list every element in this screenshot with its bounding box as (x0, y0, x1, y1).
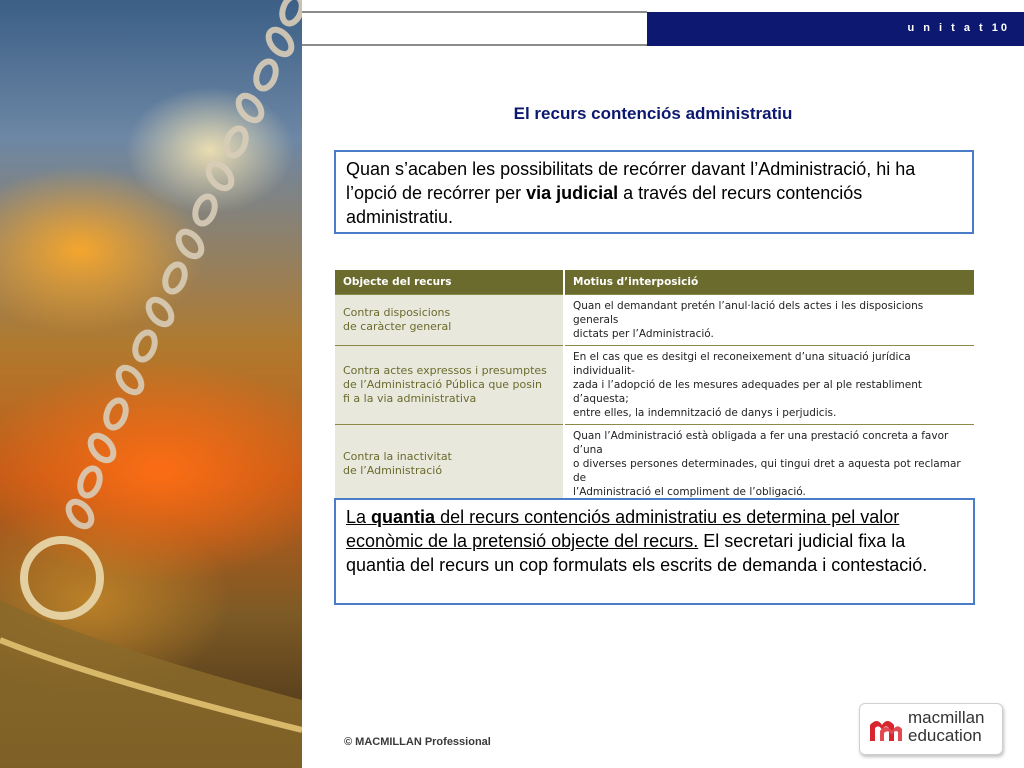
cell-line: En el cas que es desitgi el reconeixement d’una situació jurídica individualit- (573, 351, 911, 377)
intro-text-start: Quan s’acaben les possibilitats de recórrer davant l’Administració, hi ha l’opció de recórrer per (346, 159, 916, 203)
cell-line: entre elles, la indemnització de danys i perjudicis. (573, 407, 837, 419)
cell-line: de caràcter general (343, 320, 452, 333)
copyright-text: © MACMILLAN Professional (344, 736, 491, 748)
cell-line: zada i l’adopció de les mesures adequades per al ple restabliment d’aquesta; (573, 379, 922, 405)
cell-line: Quan l’Administració està obligada a fer una prestació concreta a favor d’una (573, 430, 949, 456)
decorative-scales-photo (0, 0, 302, 768)
header-navy-band (647, 12, 1024, 46)
chain-illustration (0, 0, 302, 768)
intro-text-end: a través del recurs contenciós administratiu. (346, 183, 863, 227)
recurs-table (335, 270, 974, 503)
cell-line: Quan el demandant pretén l’anul·lació dels actes i les disposicions generals (573, 300, 924, 326)
macmillan-logo (859, 703, 1003, 755)
quantia-box (334, 498, 975, 605)
table-header-motius: Motius d’interposició (564, 270, 974, 295)
cell-line: o diverses persones determinades, qui tingui dret a aquesta pot reclamar de (573, 458, 961, 484)
table-cell-motius (564, 425, 974, 504)
header-white-band (302, 13, 647, 46)
table-cell-objecte (335, 346, 564, 425)
intro-box (334, 150, 974, 234)
cell-line: de l’Administració Pública que posin (343, 378, 543, 391)
cell-line: Contra actes expressos i presumptes (343, 364, 547, 377)
logo-line2: education (908, 726, 982, 745)
page-title: El recurs contenciós administratiu (513, 104, 793, 123)
logo-line1: macmillan (908, 708, 985, 727)
cell-line: de l’Administració (343, 464, 443, 477)
quantia-rest-text: El secretari judicial fixa la quantia del recurs un cop formulats els escrits de demanda i contestació. (346, 531, 928, 575)
table-header-objecte: Objecte del recurs (335, 270, 564, 295)
table-cell-objecte (335, 425, 564, 504)
unit-label: u n i t a t 10 (907, 22, 1010, 34)
cell-line: fi a la via administrativa (343, 392, 477, 405)
table-cell-objecte (335, 295, 564, 346)
table-cell-motius (564, 295, 974, 346)
macmillan-logo-icon (868, 713, 904, 745)
intro-bold-term: via judicial (526, 183, 619, 203)
quantia-bold-term: quantia (371, 507, 436, 527)
cell-line: Contra disposicions (343, 306, 451, 319)
quantia-underlined-text: del recurs contenciós administratiu es determina pel valor econòmic de la pretensió objecte del recurs. (346, 507, 900, 551)
table-row (335, 425, 974, 504)
cell-line: l’Administració el compliment de l’obligació. (573, 486, 806, 498)
table-row (335, 295, 974, 346)
cell-line: dictats per l’Administració. (573, 328, 714, 340)
quantia-la: La (346, 507, 367, 527)
table-cell-motius (564, 346, 974, 425)
cell-line: Contra la inactivitat (343, 450, 452, 463)
table-header-row (335, 270, 974, 295)
table-row (335, 346, 974, 425)
